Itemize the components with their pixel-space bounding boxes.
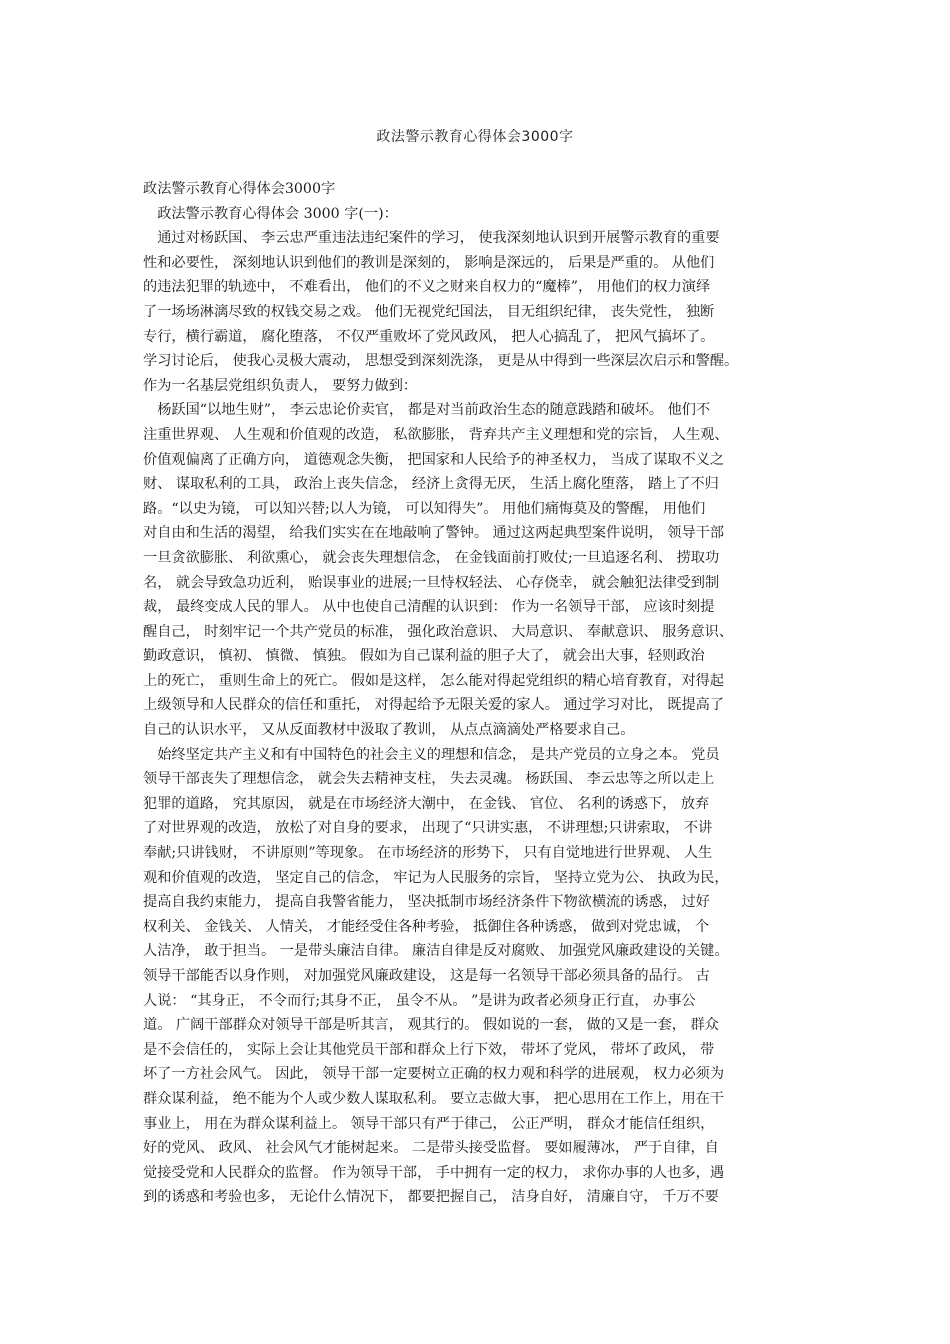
text-line: 名， 就会导致急功近利， 贻误事业的进展;一旦恃权轻法、 心存侥幸， 就会触犯法律受到制 [143,574,720,591]
text-line: 自己的认识水平， 又从反面教材中汲取了教训， 从点点滴滴处严格要求自己。 [143,722,635,739]
text-line: 作为一名基层党组织负责人， 要努力做到： [143,377,418,394]
text-line: 上的死亡， 重则生命上的死亡。 假如是这样， 怎么能对得起党组织的精心培育教育，对得起 [143,672,725,689]
text-line: 上级领导和人民群众的信任和重托， 对得起给予无限关爱的家人。 通过学习对比， 既提高了 [143,697,725,714]
text-line: 对自由和生活的渴望， 给我们实实在在地敲响了警钟。 通过这两起典型案件说明， 领导干部 [143,525,725,542]
text-line: 觉接受党和人民群众的监督。 作为领导干部， 手中拥有一定的权力， 求你办事的人也多，遇 [143,1164,725,1181]
text-line: 通过对杨跃国、 李云忠严重违法违纪案件的学习， 使我深刻地认识到开展警示教育的重要 [143,230,720,247]
document-body [143,177,823,1210]
document-title: 政法警示教育心得体会3000字 [376,129,574,145]
text-line: 杨跃国“以地生财”， 李云忠论价卖官， 都是对当前政治生态的随意践踏和破坏。 他们不 [143,402,711,419]
text-line: 路。“以史为镜， 可以知兴替;以人为镜， 可以知得失”。 用他们痛悔莫及的警醒， 用他们 [143,500,706,517]
text-line: 性和必要性， 深刻地认识到他们的教训是深刻的， 影响是深远的， 后果是严重的。 从他们 [143,254,715,271]
text-line: 领导干部丧失了理想信念， 就会失去精神支柱， 失去灵魂。 杨跃国、 李云忠等之所以走上 [143,771,715,788]
text-line: 领导干部能否以身作则， 对加强党风廉政建设， 这是每一名领导干部必须具备的品行。 古 [143,968,710,984]
text-line: 坏了一方社会风气。 因此， 领导干部一定要树立正确的权力观和科学的进展观， 权力必须为 [143,1066,725,1083]
text-line: 群众谋利益， 绝不能为个人或少数人谋取私利。 要立志做大事， 把心思用在工作上，用在干 [143,1090,725,1107]
text-line: 到的诱惑和考验也多， 无论什么情况下， 都要把握自己， 洁身自好， 清廉自守， 千万不要 [143,1189,719,1206]
text-line: 事业上， 用在为群众谋利益上。 领导干部只有严于律己， 公正严明， 群众才能信任组织， [143,1115,715,1132]
text-line: 奉献;只讲钱财， 不讲原则”等现象。 在市场经济的形势下， 只有自觉地进行世界观、 人生 [143,845,713,862]
text-line: 一旦贪欲膨胀、 利欲熏心， 就会丧失理想信念， 在金钱面前打败仗;一旦追逐名利、 捞取功 [143,549,720,566]
text-line: 道。 广阔干部群众对领导干部是听其言， 观其行的。 假如说的一套， 做的又是一套， 群众 [143,1017,719,1034]
text-line: 专行，横行霸道， 腐化堕落， 不仅严重败坏了党风政风， 把人心搞乱了， 把风气搞坏了。 [143,328,715,345]
text-line: 提高自我约束能力， 提高自我警省能力， 坚决抵制市场经济条件下物欲横流的诱惑， 过好 [143,894,710,911]
text-line: 犯罪的道路， 究其原因， 就是在市场经济大潮中， 在金钱、 官位、 名利的诱惑下， 放弃 [143,795,710,812]
text-line: 观和价值观的改造， 坚定自己的信念， 牢记为人民服务的宗旨， 坚持立党为公、 执政为民， [143,869,729,886]
text-line: 的违法犯罪的轨迹中， 不难看出， 他们的不义之财来自权力的“魔棒”， 用他们的权力演绎 [143,279,711,296]
text-line: 学习讨论后， 使我心灵极大震动， 思想受到深刻洗涤， 更是从中得到一些深层次启示和警醒。 [143,353,739,370]
text-line: 了对世界观的改造， 放松了对自身的要求， 出现了“只讲实惠， 不讲理想;只讲索取， 不讲 [143,820,713,837]
text-line: 权利关、 金钱关、 人情关， 才能经受住各种考验， 抵御住各种诱惑， 做到对党忠诚， 个 [143,918,710,935]
text-line: 始终坚定共产主义和有中国特色的社会主义的理想和信念， 是共产党员的立身之本。 党员 [143,746,720,763]
text-line: 政法警示教育心得体会 3000 字(一)： [143,205,398,222]
text-line: 是不会信任的， 实际上会让其他党员干部和群众上行下效， 带坏了党风， 带坏了政风， 带 [143,1041,715,1058]
text-line: 裁， 最终变成人民的罪人。 从中也使自己清醒的认识到： 作为一名领导干部， 应该时刻提 [143,599,715,616]
text-line: 人洁净， 敢于担当。 一是带头廉洁自律。 廉洁自律是反对腐败、 加强党风廉政建设的关键。 [143,943,729,960]
text-line: 价值观偏离了正确方向， 道德观念失衡， 把国家和人民给予的神圣权力， 当成了谋取不义之 [143,451,725,468]
text-line: 政法警示教育心得体会3000字 [143,181,336,197]
text-line: 注重世界观、 人生观和价值观的改造， 私欲膨胀， 背弃共产主义理想和党的宗旨， 人生观、 [143,426,729,443]
text-line: 财、 谋取私利的工具， 政治上丧失信念， 经济上贪得无厌， 生活上腐化堕落， 踏上了不归 [143,476,719,493]
text-line: 勤政意识， 慎初、 慎微、 慎独。 假如为自己谋利益的胆子大了， 就会出大事，轻则政治 [143,648,705,665]
text-line: 人说： “其身正， 不令而行;其身不正， 虽令不从。 ”是讲为政者必须身正行直， 办事公 [143,992,696,1009]
text-line: 好的党风、 政风、 社会风气才能树起来。 二是带头接受监督。 要如履薄冰， 严于自律，自 [143,1140,719,1157]
text-line: 醒自己， 时刻牢记一个共产党员的标准， 强化政治意识、 大局意识、 奉献意识、 服务意识、 [143,623,734,640]
text-line: 了一场场淋漓尽致的权钱交易之戏。 他们无视党纪国法， 目无组织纪律， 丧失党性， 独断 [143,303,715,320]
